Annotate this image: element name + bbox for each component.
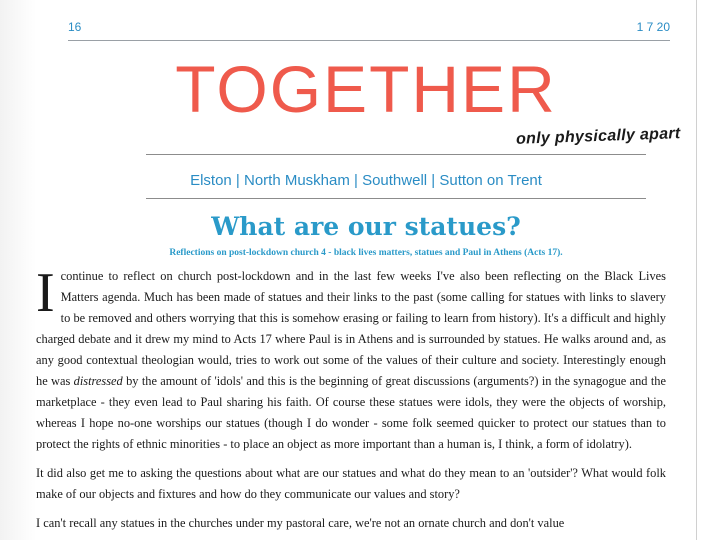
page-number: 16: [68, 20, 82, 34]
article-paragraph-3: I can't recall any statues in the churches under my pastoral care, we're not an ornate church and don't value: [36, 516, 565, 530]
parishes-divider-bottom: [146, 198, 646, 199]
masthead-tagline: only physically apart: [515, 125, 681, 148]
newsletter-page: [36, 0, 697, 540]
parishes-divider-top: [146, 154, 646, 155]
issue-date: 1 7 20: [636, 20, 670, 34]
drop-cap: I: [36, 262, 55, 324]
page-header: [68, 20, 670, 34]
page-edge-shadow: [0, 0, 36, 540]
emphasis-distressed: distressed: [73, 374, 123, 388]
article-paragraph-2: It did also get me to asking the questions about what are our statues and what do they mean to an 'outsider'? What would folk make of our objects and fixtures and how do they communicate our values and story?: [36, 466, 666, 501]
parishes-list: Elston | North Muskham | Southwell | Sutton on Trent: [190, 172, 542, 189]
masthead-title: TOGETHER: [175, 52, 557, 126]
article-subhead: Reflections on post-lockdown church 4 - black lives matters, statues and Paul in Athens (Acts 17).: [169, 248, 563, 258]
paragraph-1-text-b: by the amount of 'idols' and this is the beginning of great discussions (arguments?) in the synagogue and the marketplace - they even lead to Paul sharing his faith. Of course these statues were idols, they were the objects of worship, whereas I hope no-one worships our statues (though I do wonder - some folk seemed quicker to protect our statues than to protect the rights of ethnic minorities - to place an object as more important than a human is, I think, a form of idolatry).: [36, 374, 666, 451]
article-body: [36, 262, 666, 542]
article-paragraph-1: [36, 262, 666, 455]
paragraph-1-text-a: continue to reflect on church post-lockdown and in the last few weeks I've also been reflecting on the Black Lives Matters agenda. Much has been made of statues and their links to the past (some calling for statues with links to slavery to be removed and others worrying that this is somehow erasing or failing to learn from history). It's a difficult and highly charged debate and it drew my mind to Acts 17 where Paul is in Athens and is surrounded by statues. He walks around and, as any good contextual theologian would, tries to work out some of the values of their culture and society. Interestingly enough he was: [36, 269, 666, 388]
header-divider: [68, 40, 670, 41]
article-headline: What are our statues?: [211, 212, 521, 241]
